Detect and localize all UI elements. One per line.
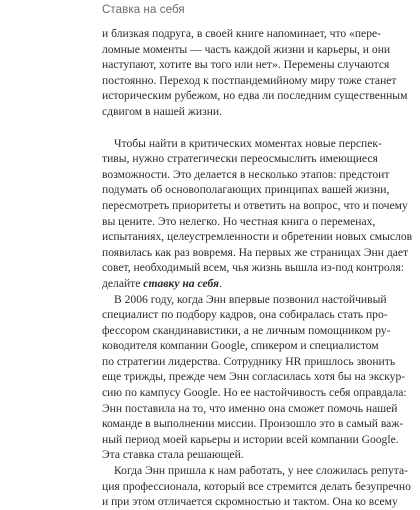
text-line: Чтобы найти в критических моментах новые перспек- — [114, 136, 382, 150]
text-line: ный период моей карьеры и истории всей компании Google. — [102, 432, 399, 446]
text-line: наступают, хотите вы того или нет». Перемены случаются — [102, 58, 390, 72]
paragraph-3 — [102, 292, 407, 464]
text-line: ция профессионала, который все стремится делать безупречно — [102, 479, 411, 493]
text-line: команде в выполнении миссии. Произошло это в самый важ- — [102, 417, 404, 431]
text-line: пересмотреть приоритеты и ответить на вопрос, что и почему — [102, 198, 408, 212]
text-line: появилась как раз вовремя. На первых же страницах Энн дает — [102, 245, 409, 259]
text-line: еще трижды, прежде чем Энн согласилась хотя бы на экскур- — [102, 370, 406, 384]
text-line: ломные моменты — часть каждой жизни и карьеры, и они — [102, 42, 391, 56]
text-fragment: . — [218, 276, 222, 290]
text-line: фессором скандинавистики, а не личным помощником ру- — [102, 323, 391, 337]
text-line: постоянно. Переход к постпандемийному миру тоже станет — [102, 73, 397, 87]
text-line: ководителя компании Google, спикером и специалистом — [102, 339, 379, 353]
emphasized-phrase: ставку на себя — [143, 276, 219, 290]
text-line: и при этом отличается скромностью и тактом. Она ко всему — [102, 495, 398, 509]
text-line: Эта ставка стала решающей. — [102, 448, 244, 462]
paragraph-1 — [102, 26, 408, 120]
paragraph-4 — [102, 463, 411, 510]
body-text — [102, 26, 413, 510]
text-line: историческим рубежом, но едва ли последним существенным — [102, 89, 408, 103]
text-line: тивы, нужно стратегически переосмыслить имеющиеся — [102, 152, 378, 166]
text-line: Когда Энн пришла к нам работать, у нее сложилась репута- — [114, 464, 408, 478]
text-line: возможности. Это делается в несколько этапов: предстоит — [102, 167, 390, 181]
text-line: специалист по подбору кадров, она собиралась стать про- — [102, 308, 388, 322]
text-line: Энн поставила на то, что именно она сможет помочь нашей — [102, 401, 398, 415]
text-line: и близкая подруга, в своей книге напоминает, что «пере- — [102, 27, 382, 40]
text-fragment: делайте — [102, 276, 144, 290]
paragraph-2 — [102, 136, 413, 292]
text-line: сию по кампусу Google. Но ее настойчивость себя оправдала: — [102, 386, 407, 400]
text-line: сдвигом в нашей жизни. — [102, 104, 223, 118]
paragraph-gap — [102, 120, 352, 136]
text-line: В 2006 году, когда Энн впервые позвонил настойчивый — [114, 292, 387, 306]
text-line-emphasis — [102, 276, 352, 292]
text-line: вы цените. Это нелегко. Но честная книга о переменах, — [102, 214, 376, 228]
text-line: испытаниях, целеустремленности и обретении новых смыслов — [102, 230, 413, 244]
running-head: Ставка на себя — [102, 4, 185, 16]
text-line: подумать об основополагающих принципах вашей жизни, — [102, 183, 390, 197]
text-line: по стратегии лидерства. Сотруднику HR пришлось звонить — [102, 354, 396, 368]
text-line: совет, необходимый всем, чья жизнь вышла из-под контроля: — [102, 261, 404, 275]
